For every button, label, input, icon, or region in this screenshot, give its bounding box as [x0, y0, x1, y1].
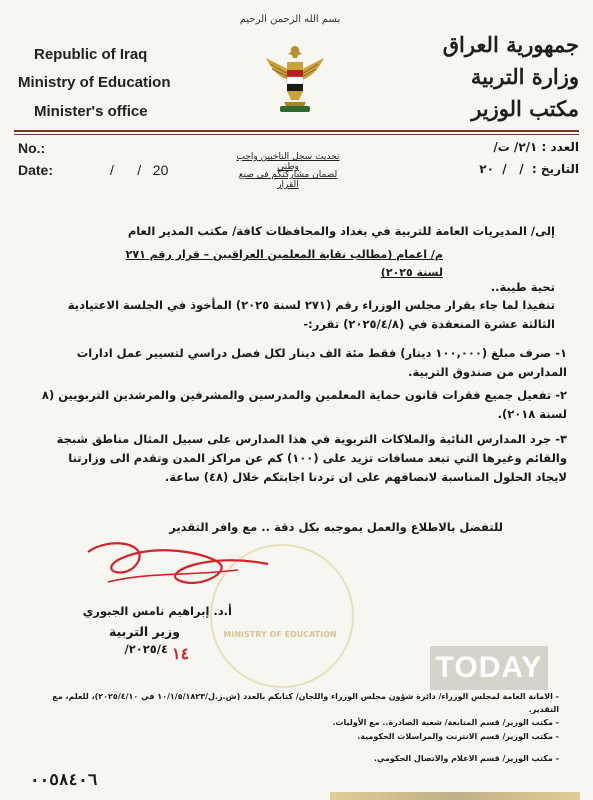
cc-item: - الامانة العامة لمجلس الوزراء/ دائرة شؤون مجلس الوزراء واللجان/ كتابكم بالعدد (ش.ز.ل/١٠/١/٥/١٨٢٣ في ٢٠٢٥/٤/١٠)، للعلم، مع التقدير. [52, 692, 559, 714]
cc-item: - مكتب الوزير/ قسم المتابعة/ شعبة الصادرة.. مع الأوليات. [332, 718, 559, 727]
list-item-text: جرد المدارس النائية والملاكات التربوية في هذا المدارس على سبيل المثال مناطق شبجة والقائم وغيرها التي تبعد مسافات تزيد على (١٠٠) كم عن مراكز المدن وتقدم الى وزارتنا لايجاد الحلول المناسبة لانصافهم على ان تردنا اجابتكم خلال (٤٨) ساعة. [56, 432, 567, 484]
list-item-number: ١- [555, 346, 567, 360]
header-en-line1: Republic of Iraq [34, 46, 148, 63]
list-item-text: تفعيل جميع فقرات قانون حماية المعلمين والمدرسين والمشرفين والمرشدين التربويين (٨ لسنة ٢٠١٨). [41, 388, 567, 421]
slogan-line1: تحديث سجل الناخبين واجب وطني [236, 152, 340, 172]
handwritten-signature [78, 532, 278, 602]
letter-to: إلى/ المديريات العامة للتربية في بغداد والمحافظات كافة/ مكتب المدير العام [127, 224, 555, 238]
list-item-number: ٢- [555, 388, 567, 402]
letter-intro: تنفيذا لما جاء بقرار مجلس الوزراء رقم (٢٧١ لسنة ٢٠٢٥) المأخوذ في الجلسة الاعتيادية الثالثة عشرة المنعقدة في (٢٠٢٥/٤/٨) تقرر:- [67, 298, 555, 331]
iraq-eagle-emblem-icon [262, 40, 328, 116]
list-item-number: ٣- [555, 432, 567, 446]
signature-date: ٢٠٢٥/٤/ [124, 642, 168, 656]
cc-item: - مكتب الوزير/ قسم الاعلام والاتصال الحكومي. [373, 754, 559, 763]
header-divider [14, 130, 579, 132]
signatory-name: أ.د. إبراهيم نامس الجبوري [82, 604, 232, 618]
list-item [37, 430, 567, 487]
header-en-line3: Minister's office [34, 103, 148, 120]
signatory-title: وزير التربية [108, 624, 180, 639]
header-ar-line2: وزارة التربية [470, 64, 579, 89]
footer-band [330, 792, 580, 800]
letter-subject: م/ اعمام (مطالب نقابة المعلمين العراقيين – قرار رقم ٢٧١ لسنة ٢٠٢٥) [125, 248, 443, 279]
header-en-line2: Ministry of Education [18, 74, 171, 91]
letter-greeting: تحية طيبة.. [490, 280, 555, 294]
header-ar-line1: جمهورية العراق [442, 32, 579, 57]
serial-number: ٠٠٥٨٤٠٦ [30, 770, 98, 789]
handwritten-day: ١٤ [172, 644, 190, 663]
date-value: / / 20 [110, 162, 169, 178]
letter-closing: للتفضل بالاطلاع والعمل بموجبه بكل دقة .. مع وافر التقدير [169, 520, 503, 534]
header-ar-line3: مكتب الوزير [471, 96, 579, 121]
list-item [37, 344, 567, 382]
slogan-line2: لضمان مشاركتكم في صنع القرار [238, 170, 338, 190]
no-label: No.: [18, 140, 46, 156]
basmala: بسم الله الرحمن الرحيم [239, 14, 341, 25]
ar-number-label: العدد : ٢/١/ ت/ [493, 140, 579, 154]
list-item-text: صرف مبلغ (١٠٠,٠٠٠ دينار) فقط مئة الف دينار لكل فصل دراسي لتسيير عمل ادارات المدارس من صندوق التربية. [76, 346, 567, 379]
cc-item: - مكتب الوزير/ قسم الانترنت والمراسلات الحكومية. [357, 732, 559, 741]
list-item [37, 386, 567, 424]
header-divider-thin [14, 134, 579, 135]
date-label: Date: [18, 162, 54, 178]
ar-date-label: التاريخ : / / ٢٠ [479, 162, 579, 176]
today-watermark-logo: TODAY [430, 646, 548, 690]
ministry-stamp-text: MINISTRY OF EDUCATION [223, 630, 337, 639]
